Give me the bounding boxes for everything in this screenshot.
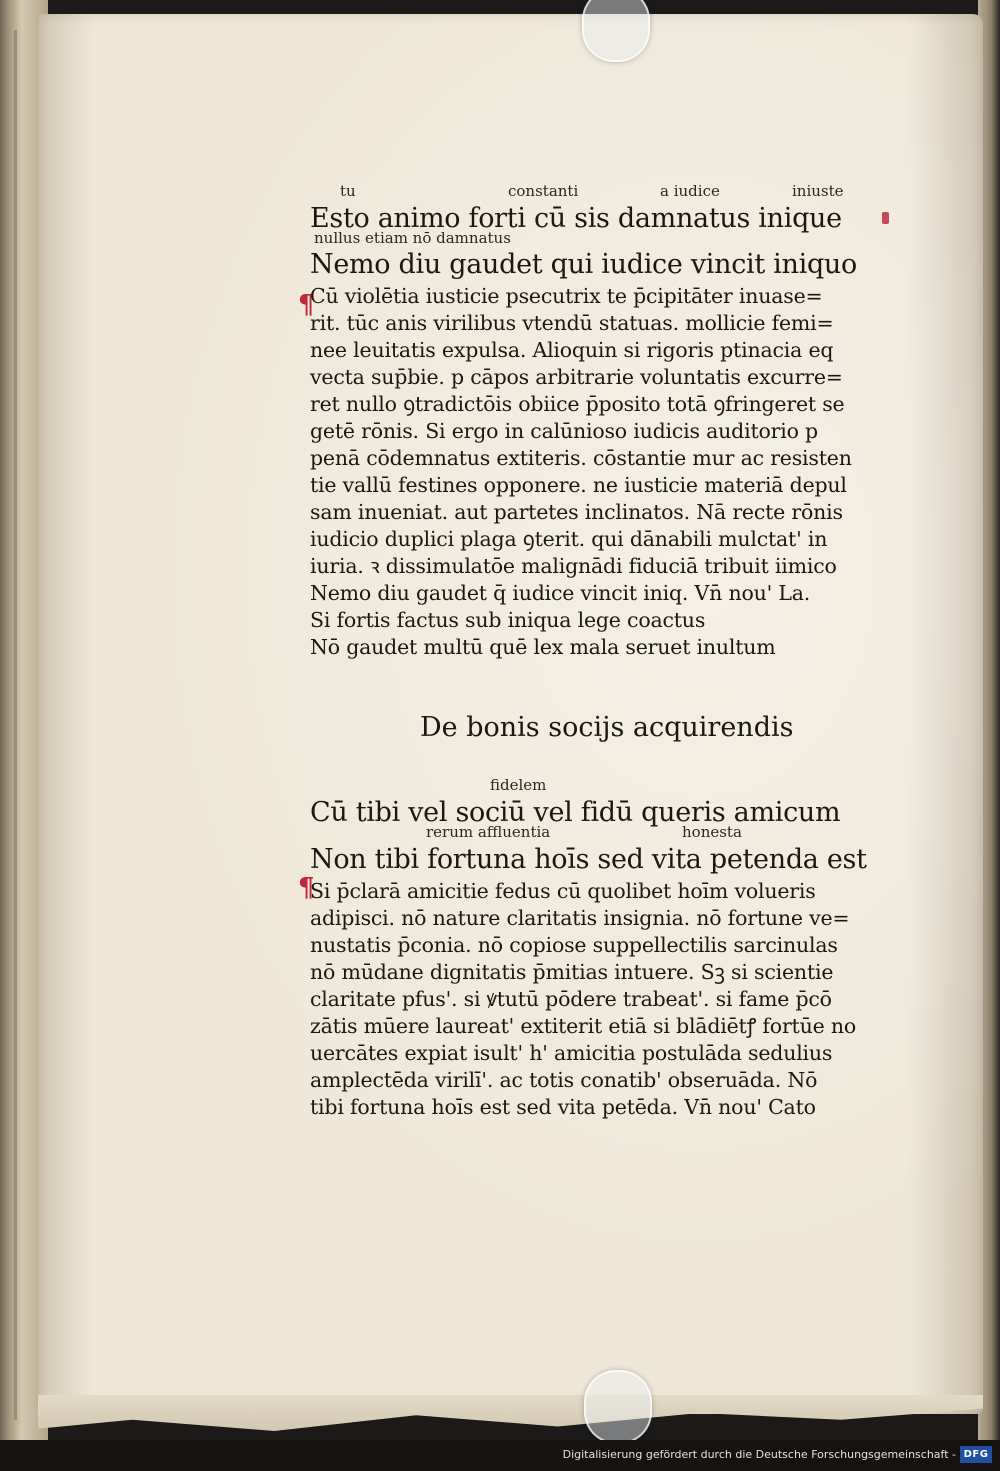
- commentary-paragraph: [310, 878, 880, 1121]
- footer-bar: [0, 1440, 1000, 1471]
- commentary-line: sam inueniat. aut partetes inclinatos. Nā recte rōnis: [310, 500, 843, 524]
- interlinear-gloss: [310, 823, 880, 841]
- page-clip-top: [582, 0, 650, 62]
- pilcrow-mark: ¶: [298, 290, 315, 320]
- commentary-line: Cū violētia iusticie psecutrix te p̄cipitāter inuase=: [310, 284, 823, 308]
- commentary-line: Nō gaudet multū quē lex mala seruet inultum: [310, 635, 776, 659]
- red-mark: [882, 212, 889, 224]
- commentary-line: tibi fortuna hoīs est sed vita petēda. Vn̄ nou' Cato: [310, 1095, 816, 1119]
- commentary-line: Si fortis factus sub iniqua lege coactus: [310, 608, 706, 632]
- pilcrow-mark: ¶: [298, 873, 315, 903]
- section-heading: De bonis socijs acquirendis: [420, 712, 794, 743]
- commentary-line: Si p̄clarā amicitie fedus cū quolibet hoīm volueris: [310, 879, 816, 903]
- verse-line: Cū tibi vel sociū vel fidū queris amicum: [310, 797, 841, 828]
- commentary-line: nee leuitatis expulsa. Alioquin si rigoris ptinacia eq: [310, 338, 834, 362]
- page-torn-edge: [38, 1395, 983, 1440]
- verse-line: Non tibi fortuna hoīs sed vita petenda est: [310, 844, 867, 875]
- funding-credit: Digitalisierung gefördert durch die Deutsche Forschungsgemeinschaft -: [562, 1448, 956, 1461]
- commentary-line: iuria. ꝛ dissimulatōe malignādi fiduciā tribuit iimico: [310, 554, 837, 578]
- dfg-logo[interactable]: DFG: [960, 1446, 992, 1463]
- interlinear-gloss: [310, 229, 880, 246]
- text-block: [310, 776, 880, 1121]
- verse-line: Esto animo forti cū sis damnatus inique: [310, 203, 842, 234]
- page-clip-bottom: [584, 1370, 652, 1444]
- commentary-line: nustatis p̄conia. nō copiose suppellectilis sarcinulas: [310, 933, 838, 957]
- gloss-word: fidelem: [490, 776, 547, 794]
- commentary-line: Nemo diu gaudet q̄ iudice vincit iniq. Vn̄ nou' La.: [310, 581, 811, 605]
- commentary-line: penā cōdemnatus extiteris. cōstantie mur ac resisten: [310, 446, 852, 470]
- commentary-paragraph: [310, 283, 880, 661]
- commentary-line: adipisci. nō nature claritatis insignia. nō fortune ve=: [310, 906, 850, 930]
- commentary-line: ret nullo ꝯtradictōis obiice p̄posito totā ꝯfringeret se: [310, 392, 845, 416]
- interlinear-gloss: [310, 776, 880, 796]
- commentary-line: nō mūdane dignitatis p̄mitias intuere. Sꝫ si scientie: [310, 960, 834, 984]
- gloss-word: constanti: [508, 182, 579, 200]
- commentary-line: claritate pfus'. si ꝟtutū pōdere trabeat'. si fame p̄cō: [310, 987, 832, 1011]
- gloss-word: iniuste: [792, 182, 844, 200]
- verse-line: Nemo diu gaudet qui iudice vincit iniquo: [310, 249, 857, 280]
- gloss-word: tu: [340, 182, 356, 200]
- gloss-word: rerum affluentia: [426, 823, 551, 841]
- interlinear-gloss: [310, 182, 880, 202]
- commentary-line: iudicio duplici plaga ꝯterit. qui dānabili mulctat' in: [310, 527, 828, 551]
- text-block: [310, 182, 880, 661]
- commentary-line: vecta sup̄bie. p cāpos arbitrarie voluntatis excurre=: [310, 365, 843, 389]
- gloss-word: a iudice: [660, 182, 720, 200]
- commentary-line: tie vallū festines opponere. ne iusticie materiā depul: [310, 473, 847, 497]
- gloss-word: honesta: [682, 823, 742, 841]
- commentary-line: uercātes expiat isult' h' amicitia postulāda sedulius: [310, 1041, 833, 1065]
- commentary-line: amplectēda virilī'. ac totis conatib' obseruāda. Nō: [310, 1068, 818, 1092]
- commentary-line: rit. tūc anis virilibus vtendū statuas. mollicie femi=: [310, 311, 834, 335]
- commentary-line: zātis mūere laureat' extiterit etiā si blādiētꝭ fortūe no: [310, 1014, 856, 1038]
- commentary-line: getē rōnis. Si ergo in calūnioso iudicis auditorio p: [310, 419, 818, 443]
- gloss-word: nullus etiam nō damnatus: [314, 229, 511, 247]
